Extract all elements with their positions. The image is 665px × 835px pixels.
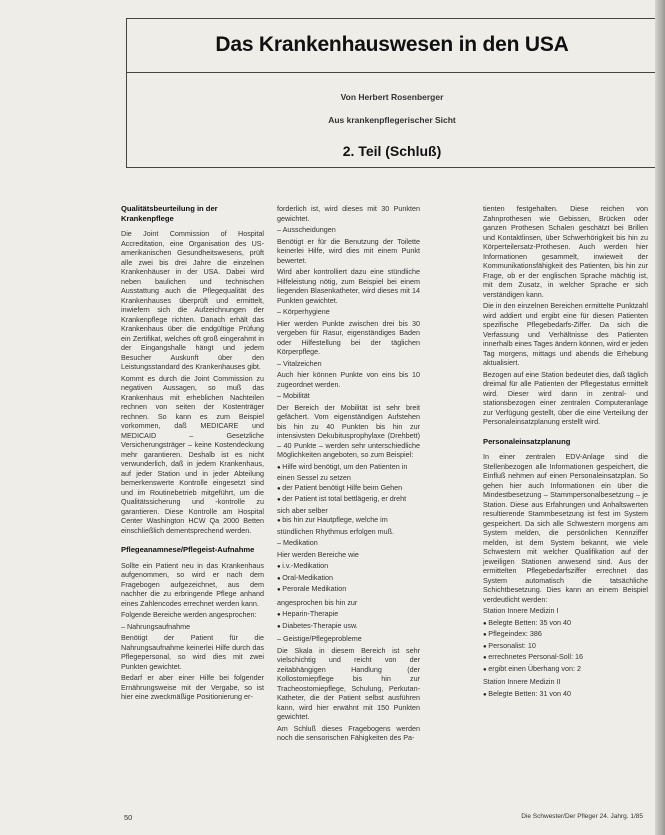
- paragraph: Station Innere Medizin II: [483, 677, 561, 686]
- list-item: ● Belegte Betten: 35 von 40: [483, 618, 648, 630]
- list-item: ● Oral-Medikation: [277, 573, 420, 585]
- paragraph: – Körperhygiene: [277, 307, 330, 316]
- list-item: ● i.v.-Medikation: [277, 561, 420, 573]
- paragraph: – Mobilität: [277, 391, 310, 400]
- paragraph: Die Joint Commission of Hospital Accreditation, eine Organisation des US-amerikanischen Gesundheitswesens, prüft alle zwei bis drei Jahre die einzelnen Krankenhäuser in der USA. Dabei wird neben baulichen und technischen Ausstattung auch die Pflegequalität des Krankenhauses überprüft und ermittelt, inwiefern sich die Aufzeichnungen der Krankenpflege richten. Danach erhält das Krankenhaus über die endgültige Prüfung ein Zertifikat, welches oft groß eingerahmt in der Eingangshalle hängt und jedem Besucher Auskunft über den Leistungsstandard des Krankenhauses gibt.: [121, 229, 264, 371]
- paragraph: Die in den einzelnen Bereichen ermittelte Punktzahl wird addiert und ergibt eine für diesen Patienten spezifische Pflegebedarfs-Ziffer. Da sich die Verfassung und Verhältnisse des Patienten innerhalb eines Tages ändern können, wird er jeden Tag morgens, mittags und abends die Erhebung aktualisiert.: [483, 301, 648, 367]
- text-column-3: [483, 204, 648, 702]
- article-part: 2. Teil (Schluß): [342, 143, 442, 159]
- list-item: ● Personalist: 10: [483, 641, 648, 653]
- list-item: ● der Patient ist total bettlägerig, er dreht sich aber selber: [277, 494, 420, 515]
- paragraph: Am Schluß dieses Fragebogens werden noch die sensorischen Fähigkeiten des Pa-: [277, 723, 420, 742]
- list-item: ● Perorale Medikation: [277, 584, 420, 596]
- paragraph: Sollte ein Patient neu in das Krankenhaus aufgenommen, so wird er nach dem Fragebogen aufgezeichnet, aus dem nachher die zu erbringende Pflege anhand eines Zahlencodes errechnet werden kann.: [121, 560, 264, 608]
- list-item: ● ergibt einen Überhang von: 2: [483, 664, 648, 676]
- article-byline: Von Herbert Rosenberger: [340, 92, 444, 102]
- paragraph: – Medikation: [277, 538, 318, 547]
- list-item: ● bis hin zur Hautpflege, welche im stündlichen Rhythmus erfolgen muß.: [277, 515, 420, 536]
- paragraph: Die Skala in diesem Bereich ist sehr vielschichtig und reicht von der zeitabhängigen Handlung (der Kollostomiepflege bis hin zur Tracheostomiepflege, Schulung, Perkutan-Katheter, die der Patient selbst ausführen kann, wird hier erwähnt mit 150 Punkten gewichtet.: [277, 645, 420, 721]
- list-item: ● Hilfe wird benötigt, um den Patienten in einen Sessel zu setzen: [277, 462, 420, 483]
- article-title: Das Krankenhauswesen in den USA: [215, 33, 569, 56]
- article-header: [126, 18, 657, 168]
- paragraph: Wird aber kontrolliert dazu eine stündliche Hilfeleistung nötig, zum Beispiel bei einem liegenden Blasenkatheter, wird dieses mit 14 Punkten gewichtet.: [277, 267, 420, 305]
- paragraph: Hier werden Bereiche wie: [277, 549, 359, 559]
- bullet-list: [277, 561, 420, 596]
- list-item: ● der Patient benötigt Hilfe beim Gehen: [277, 483, 420, 495]
- paragraph: Kommt es durch die Joint Commission zu negativen Aussagen, so muß das Krankenhaus mit erheblichen Nachteilen rechnen von seiten der Kostenträger rechnen. So kann es zum Beispiel vorkommen, daß MEDICARE und MEDICAID – Gesetzliche Versicherungsträger – keine Kostendeckung mehr garantieren. Deshalb ist es nicht verwunderlich, daß in jedem Krankenhaus, auf jeder Station und in jeder Abteilung bemerkenswerte Kontrolle eingesetzt sind und im Routinebetrieb mitgeführt, um die Qualitätssicherung und -kontrolle zu garantieren. Diese Kontrolle am Hospital Center Washington HCW Qa 2000 Betten einschließlich dementsprechend werden.: [121, 373, 264, 535]
- list-item: ● Pflegeindex: 386: [483, 629, 648, 641]
- paragraph: Der Bereich der Mobilität ist sehr breit gefächert. Vom eigenständigen Aufstehen bis hin zu 40 Punkten bis hin zur intensivsten Dekubitusprophylaxe (Drehbett) – 40 Punkte – werden sehr unterschiedliche Möglichkeiten angeboten, so zum Beispiel:: [277, 402, 420, 459]
- section-heading: Pflegeanamnese/Pflegeist-Aufnahme: [121, 545, 255, 554]
- bullet-list: [483, 618, 648, 676]
- bullet-list: [277, 462, 420, 537]
- paragraph: tienten festgehalten. Diese reichen von Zahnprothesen wie Gebissen, Brücken oder ganzen Prothesen Schalen geschätzt bei Brillen und Kontaktlinsen, über Schwerhörigkeit bis hin zu Körperteilersatz-Prothesen. Auch werden hier Informationen gesammelt, inwieweit der Kommunikationsfähigkeit des Patienten, bis hin zur Frage, ob er der englischen Sprache mächtig ist, mit dem Zusatz, in welcher Sprache er sich verständigen kann.: [483, 204, 648, 299]
- paragraph: Auch hier können Punkte von eins bis 10 zugeordnet werden.: [277, 370, 420, 389]
- paragraph: forderlich ist, wird dieses mit 30 Punkten gewichtet.: [277, 204, 420, 223]
- paragraph: Benötigt der Patient für die Nahrungsaufnahme keinerlei Hilfe durch das Pflegepersonal, so wird dies mit zwei Punkten gewichtet.: [121, 633, 264, 671]
- paragraph: In einer zentralen EDV-Anlage sind die Stellenbezogen alle Informationen gespeichert, die Einfluß nehmen auf einen Personaleinsatzplan. So gehen hier auch Informationen ein über die Mindestbesetzung – Stammpersonalbesetzung – je Station. Diese aus Erfahrungen und Anhaltswerten resultierende Stammbesetzung ist fest im System gespeichert. Da sich alle Schwestern morgens am System melden, die persönlichen Kennziffer melden, ist dem System bekannt, wie viele Schwestern mit welcher Qualifikation auf der jeweiligen Stationen anwesend sind. Aus der ermittelten Pflegebedarfsziffer errechnet das System automatisch die tatsächliche Schichtbesetzung. Dies kann an einem Beispiel verdeutlicht werden:: [483, 452, 648, 604]
- paragraph: – Nahrungsaufnahme: [121, 621, 191, 631]
- page-number: 50: [124, 813, 133, 822]
- paragraph: – Vitalzeichen: [277, 358, 322, 368]
- paragraph: angesprochen bis hin zur: [277, 597, 358, 607]
- paragraph: Folgende Bereiche werden angesprochen:: [121, 610, 257, 619]
- article-subline: Aus krankenpflegerischer Sicht: [328, 115, 456, 125]
- page-spine-shadow: [655, 0, 665, 835]
- list-item: ● Diabetes-Therapie usw.: [277, 621, 420, 633]
- list-item: ● Heparin-Therapie: [277, 609, 420, 621]
- paragraph: Station Innere Medizin I: [483, 606, 559, 615]
- bullet-list: [483, 689, 648, 701]
- section-heading: Qualitätsbeurteilung in der Krankenpflege: [121, 204, 218, 223]
- paragraph: Benötigt er für die Benutzung der Toilette keinerlei Hilfe, wird dies mit einem Punkt bewertet.: [277, 236, 420, 265]
- bullet-list: [277, 609, 420, 632]
- paragraph: Bezogen auf eine Station bedeutet dies, daß täglich dreimal für alle Patienten der Pflegestatus ermittelt wird. Dieser wird dann in zentral- und stationsbezogen einer zentralen Computeranlage zur Verfügung gestellt, über die eine Verteilung der Personaleinsatzplanung erstellt wird.: [483, 369, 648, 426]
- paragraph: – Geistige/Pflegeprobleme: [277, 634, 362, 643]
- paragraph: Hier werden Punkte zwischen drei bis 30 vergeben für Rasur, eigenständiges Baden oder Hilfestellung bei der täglichen Körperpflege.: [277, 318, 420, 356]
- list-item: ● Belegte Betten: 31 von 40: [483, 689, 648, 701]
- paragraph: – Ausscheidungen: [277, 225, 336, 234]
- text-column-2: [277, 204, 420, 745]
- paragraph: Bedarf er aber einer Hilfe bei folgender Ernährungsweise mit der Vergabe, so ist hier eine zweckmäßige Positionierung er-: [121, 673, 264, 701]
- list-item: ● errechnetes Personal-Soll: 16: [483, 652, 648, 664]
- section-heading: Personaleinsatzplanung: [483, 436, 571, 446]
- journal-reference: Die Schwester/Der Pfleger 24. Jahrg. 1/85: [521, 813, 643, 820]
- title-divider: [127, 72, 657, 73]
- text-column-1: [121, 204, 264, 704]
